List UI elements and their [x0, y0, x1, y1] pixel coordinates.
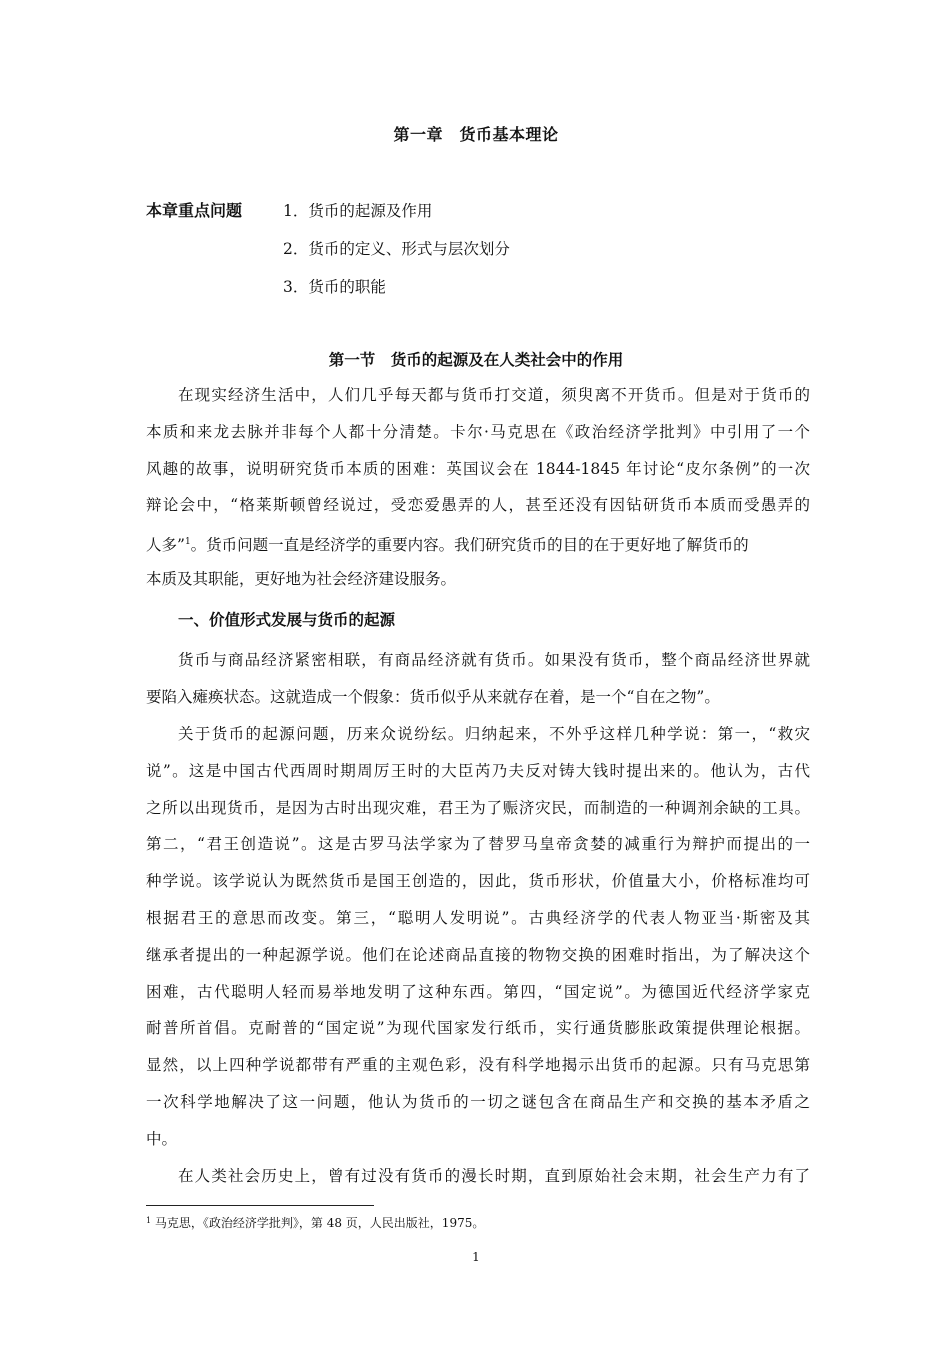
- key-issue-item: 1．货币的起源及作用: [283, 202, 433, 220]
- text-line: 第二，“君王创造说”。这是古罗马法学家为了替罗马皇帝贪婪的减重行为辩护而提出的一: [146, 835, 810, 854]
- paragraph-3: [146, 716, 810, 1158]
- text-line: 货币与商品经济紧密相联，有商品经济就有货币。如果没有货币，整个商品经济世界就: [178, 651, 810, 669]
- text-line: 耐普所首倡。克耐普的“国定说”为现代国家发行纸币，实行通货膨胀政策提供理论根据。: [146, 1019, 810, 1038]
- text-fragment: 。货币问题一直是经济学的重要内容。我们研究货币的目的在于更好地了解货币的: [190, 536, 749, 555]
- text-line: 本质及其职能，更好地为社会经济建设服务。: [146, 569, 457, 588]
- subheading: 一、价值形式发展与货币的起源: [178, 611, 396, 629]
- text-line: 显然，以上四种学说都带有严重的主观色彩，没有科学地揭示出货币的起源。只有马克思第: [146, 1056, 810, 1075]
- text-line: 困难，古代聪明人轻而易举地发明了这种东西。第四，“国定说”。为德国近代经济学家克: [146, 982, 810, 1001]
- text-line: 在现实经济生活中，人们几乎每天都与货币打交道，须臾离不开货币。但是对于货币的: [178, 386, 810, 404]
- paragraph-1: [146, 377, 810, 598]
- footnote-mark: 1: [146, 1216, 152, 1225]
- text-line: 要陷入瘫痪状态。这就造成一个假象：货币似乎从来就存在着，是一个“自在之物”。: [146, 687, 720, 706]
- text-line: 风趣的故事，说明研究货币本质的困难：英国议会在 1844-1845 年讨论“皮尔条例”的一次: [146, 459, 810, 478]
- footnote-text: 马克思，《政治经济学批判》，第 48 页，人民出版社，1975。: [151, 1216, 485, 1230]
- text-line: 辩论会中，“格莱斯顿曾经说过，受恋爱愚弄的人，甚至还没有因钻研货币本质而受愚弄的: [146, 496, 810, 515]
- text-line: 之所以出现货币，是因为古时出现灾难，君王为了赈济灾民，而制造的一种调剂余缺的工具。: [146, 798, 810, 817]
- text-line: 关于货币的起源问题，历来众说纷纭。归纳起来，不外乎这样几种学说：第一，“救灾: [178, 725, 810, 743]
- footnote-reference: 1: [184, 537, 191, 548]
- section-title: 第一节 货币的起源及在人类社会中的作用: [328, 351, 624, 369]
- text-fragment: 人多”: [146, 536, 185, 555]
- text-line: 一次科学地解决了这一问题，他认为货币的一切之谜包含在商品生产和交换的基本矛盾之: [146, 1092, 810, 1111]
- text-line: [146, 524, 810, 561]
- key-issues-label: 本章重点问题: [146, 201, 243, 220]
- key-issue-item: 3．货币的职能: [283, 278, 386, 296]
- page-number: 1: [472, 1250, 480, 1264]
- paragraph-2: [146, 642, 810, 716]
- text-line: 中。: [146, 1129, 178, 1148]
- text-line: 说”。这是中国古代西周时期周厉王时的大臣芮乃夫反对铸大钱时提出来的。他认为，古代: [146, 761, 810, 780]
- footnote-separator: [146, 1205, 374, 1206]
- key-issue-item: 2．货币的定义、形式与层次划分: [283, 240, 510, 258]
- text-line: 继承者提出的一种起源学说。他们在论述商品直接的物物交换的困难时指出，为了解决这个: [146, 945, 810, 964]
- paragraph-4: [146, 1158, 810, 1195]
- text-line: 根据君王的意思而改变。第三，“聪明人发明说”。古典经济学的代表人物亚当·斯密及其: [146, 908, 810, 927]
- text-line: 本质和来龙去脉并非每个人都十分清楚。卡尔·马克思在《政治经济学批判》中引用了一个: [146, 422, 810, 441]
- chapter-title: 第一章 货币基本理论: [393, 125, 559, 144]
- text-line: 在人类社会历史上，曾有过没有货币的漫长时期，直到原始社会末期，社会生产力有了: [178, 1167, 810, 1185]
- footnote: [146, 1214, 484, 1231]
- text-line: 种学说。该学说认为既然货币是国王创造的，因此，货币形状，价值量大小，价格标准均可: [146, 872, 810, 891]
